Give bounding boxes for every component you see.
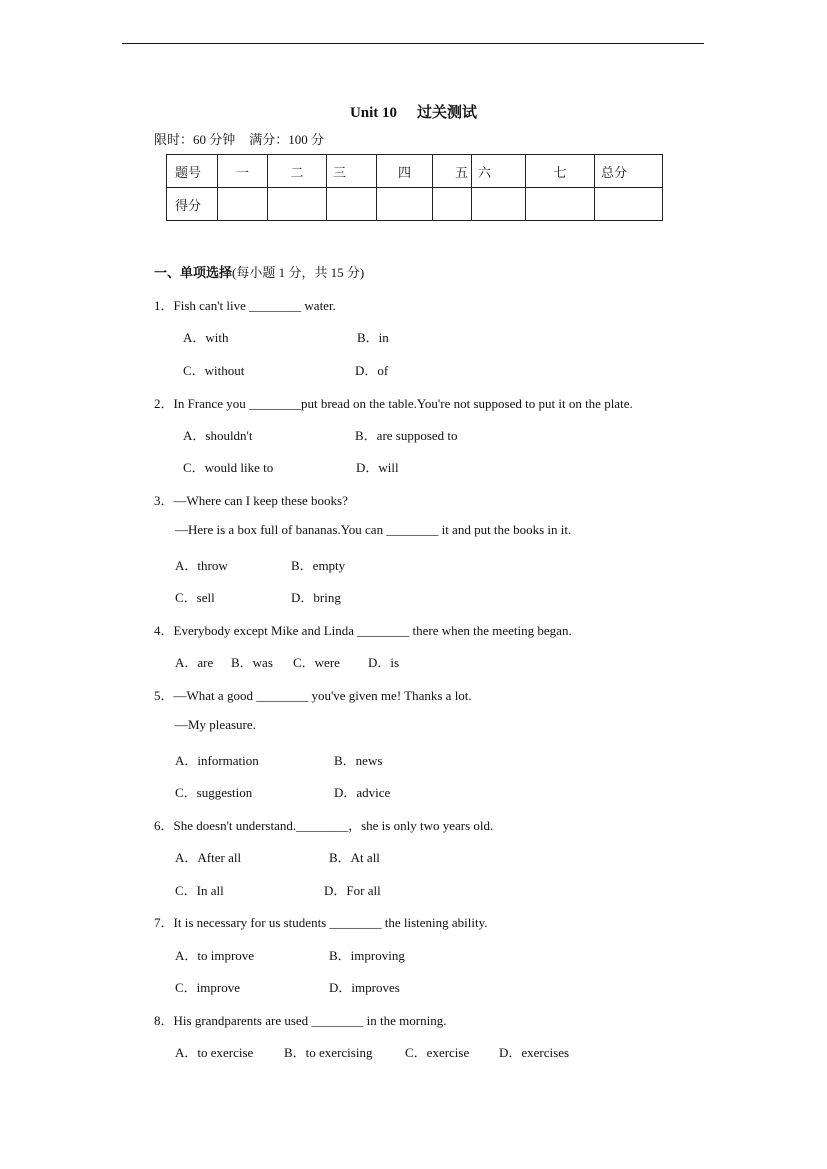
option-d[interactable]: D．improves	[329, 980, 400, 995]
option-c[interactable]: C．improve	[175, 980, 240, 995]
score-cell[interactable]	[268, 188, 327, 221]
question-stem: It is necessary for us students ________ the listening ability.	[173, 915, 488, 930]
option-a[interactable]: A．throw	[175, 558, 228, 573]
option-a[interactable]: A．shouldn't	[183, 428, 253, 443]
title-en: Unit 10	[349, 105, 398, 121]
question-number: 7．	[154, 915, 174, 930]
question-stem: In France you ________put bread on the table.You're not supposed to put it on the plate.	[173, 396, 633, 411]
section-title: 一、单项选择	[154, 266, 233, 281]
header-label-cell: 题号	[167, 155, 218, 188]
column-header-2: 二	[268, 155, 327, 188]
question-number: 3．	[154, 493, 174, 508]
question-2	[154, 393, 633, 412]
full-score: 满分：100 分	[249, 132, 325, 147]
column-header-1: 一	[218, 155, 268, 188]
option-b[interactable]: B．are supposed to	[355, 428, 458, 443]
exam-meta	[154, 129, 324, 148]
score-table-score-row	[167, 188, 663, 221]
question-stem-line-2: —Here is a box full of bananas.You can ________ it and put the books in it.	[175, 522, 572, 537]
option-c[interactable]: C．without	[183, 363, 245, 378]
option-a[interactable]: A．are	[175, 655, 214, 670]
column-header-7: 七	[526, 155, 595, 188]
option-a[interactable]: A．with	[183, 330, 229, 345]
option-a[interactable]: A．to exercise	[175, 1045, 254, 1060]
option-d[interactable]: D．advice	[334, 785, 391, 800]
option-c[interactable]: C．sell	[175, 590, 215, 605]
question-number: 1．	[154, 298, 174, 313]
score-cell[interactable]	[218, 188, 268, 221]
option-d[interactable]: D．is	[368, 655, 400, 670]
option-d[interactable]: D．will	[356, 460, 399, 475]
header-rule	[122, 43, 704, 44]
question-stem: Fish can't live ________ water.	[173, 298, 336, 313]
option-c[interactable]: C．In all	[175, 883, 224, 898]
question-stem: —What a good ________ you've given me! Thanks a lot.	[173, 688, 472, 703]
question-number: 2．	[154, 396, 174, 411]
column-header-6: 六	[472, 155, 526, 188]
row-label-cell: 得分	[167, 188, 218, 221]
score-cell[interactable]	[433, 188, 472, 221]
question-1	[154, 295, 336, 314]
question-stem: His grandparents are used ________ in the morning.	[173, 1013, 447, 1028]
column-header-4: 四	[377, 155, 433, 188]
option-a[interactable]: A．After all	[175, 850, 242, 865]
score-cell[interactable]	[526, 188, 595, 221]
question-8	[154, 1010, 446, 1029]
option-a[interactable]: A．to improve	[175, 948, 255, 963]
question-5	[154, 685, 472, 704]
title-cn: 过关测试	[417, 105, 478, 121]
option-c[interactable]: C．exercise	[405, 1045, 470, 1060]
option-b[interactable]: B．to exercising	[284, 1045, 373, 1060]
question-7	[154, 912, 488, 931]
question-stem: Everybody except Mike and Linda ________ there when the meeting began.	[173, 623, 572, 638]
column-header-3: 三	[327, 155, 377, 188]
option-b[interactable]: B．At all	[329, 850, 380, 865]
option-d[interactable]: D．of	[355, 363, 389, 378]
section-heading	[154, 262, 364, 281]
section-note: (每小题 1 分，共 15 分)	[232, 265, 365, 280]
option-b[interactable]: B．in	[357, 330, 389, 345]
score-cell[interactable]	[327, 188, 377, 221]
score-table-header-row	[167, 155, 663, 188]
question-3	[154, 490, 348, 509]
option-a[interactable]: A．information	[175, 753, 259, 768]
question-stem-line-2: —My pleasure.	[175, 717, 256, 732]
score-cell[interactable]	[472, 188, 526, 221]
question-stem: —Where can I keep these books?	[173, 493, 348, 508]
column-header-5: 五	[433, 155, 472, 188]
question-number: 5．	[154, 688, 174, 703]
option-b[interactable]: B．news	[334, 753, 383, 768]
option-d[interactable]: D．bring	[291, 590, 341, 605]
option-d[interactable]: D．For all	[324, 883, 381, 898]
question-6	[154, 815, 493, 834]
option-d[interactable]: D．exercises	[499, 1045, 570, 1060]
score-cell[interactable]	[377, 188, 433, 221]
time-limit: 限时：60 分钟	[154, 132, 236, 147]
option-b[interactable]: B．improving	[329, 948, 405, 963]
question-stem: She doesn't understand.________，she is only two years old.	[173, 818, 494, 833]
score-table	[166, 154, 663, 221]
question-number: 6．	[154, 818, 174, 833]
option-b[interactable]: B．empty	[291, 558, 346, 573]
option-c[interactable]: C．suggestion	[175, 785, 253, 800]
question-number: 8．	[154, 1013, 174, 1028]
question-number: 4．	[154, 623, 174, 638]
score-cell-total[interactable]	[595, 188, 663, 221]
page-title	[0, 101, 827, 122]
option-c[interactable]: C．would like to	[183, 460, 274, 475]
option-b[interactable]: B．was	[231, 655, 273, 670]
option-c[interactable]: C．were	[293, 655, 340, 670]
question-4	[154, 620, 572, 639]
column-header-total: 总分	[595, 155, 663, 188]
